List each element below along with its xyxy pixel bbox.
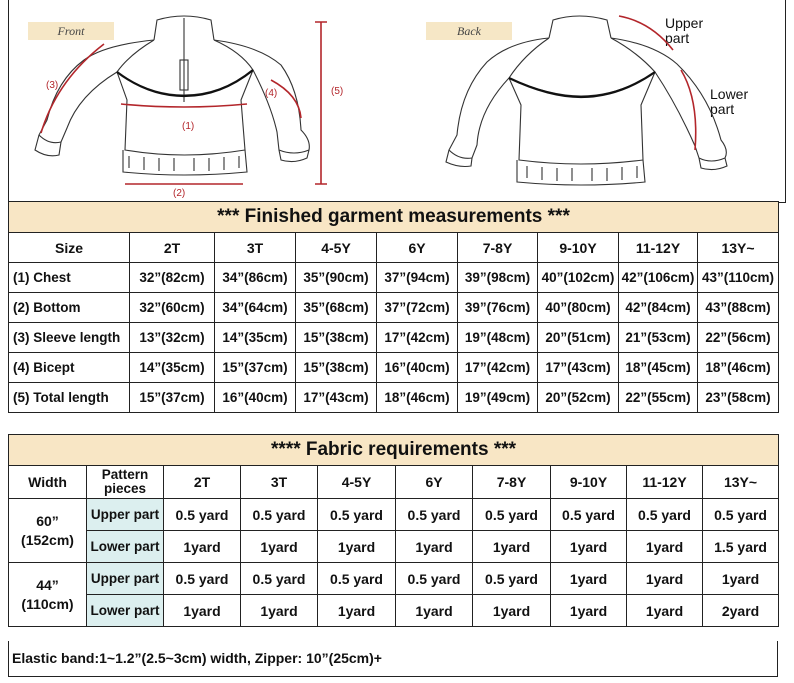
fabric-row xyxy=(9,499,779,531)
back-jacket-drawing xyxy=(446,16,727,185)
fabric-value: 2yard xyxy=(703,595,779,627)
measurement-value: 17”(42cm) xyxy=(377,323,458,353)
size-col-header: 6Y xyxy=(377,233,458,263)
size-col-header: 7-8Y xyxy=(473,466,551,499)
fabric-value: 1yard xyxy=(551,595,627,627)
fabric-value: 1yard xyxy=(318,595,396,627)
fabric-value: 1yard xyxy=(473,531,551,563)
fabric-header-row xyxy=(9,466,779,499)
fabric-row xyxy=(9,563,779,595)
fabric-value: 0.5 yard xyxy=(318,499,396,531)
fabric-value: 0.5 yard xyxy=(396,499,473,531)
measurement-value: 39”(76cm) xyxy=(458,293,538,323)
fabric-title: **** Fabric requirements *** xyxy=(9,435,779,466)
marker-1: (1) xyxy=(182,121,195,132)
measurement-label: (2) Bottom xyxy=(9,293,130,323)
measurement-value: 42”(84cm) xyxy=(619,293,698,323)
fabric-value: 1yard xyxy=(551,531,627,563)
measurement-value: 18”(46cm) xyxy=(698,353,779,383)
measurements-table xyxy=(8,201,779,413)
measurement-value: 14”(35cm) xyxy=(130,353,215,383)
fabric-value: 1yard xyxy=(627,531,703,563)
footer-note: Elastic band:1~1.2”(2.5~3cm) width, Zipper: 10”(25cm)+ xyxy=(8,641,778,677)
fabric-value: 0.5 yard xyxy=(473,499,551,531)
pattern-piece: Upper part xyxy=(87,563,164,595)
size-col-header: 3T xyxy=(241,466,318,499)
fabric-value: 0.5 yard xyxy=(241,563,318,595)
fabric-value: 1yard xyxy=(318,531,396,563)
fabric-value: 0.5 yard xyxy=(164,499,241,531)
measurement-value: 43”(88cm) xyxy=(698,293,779,323)
size-col-header: 2T xyxy=(130,233,215,263)
measurement-value: 18”(46cm) xyxy=(377,383,458,413)
pattern-piece: Lower part xyxy=(87,531,164,563)
measurement-value: 32”(60cm) xyxy=(130,293,215,323)
measurement-value: 15”(38cm) xyxy=(296,353,377,383)
fabric-value: 1yard xyxy=(241,595,318,627)
back-tag: Back xyxy=(426,22,512,40)
marker-2: (2) xyxy=(173,188,186,199)
marker-5: (5) xyxy=(331,86,344,97)
measurement-label: (3) Sleeve length xyxy=(9,323,130,353)
marker-3: (3) xyxy=(46,80,59,91)
measurement-value: 37”(94cm) xyxy=(377,263,458,293)
size-col-header: 4-5Y xyxy=(318,466,396,499)
back-part-annotations xyxy=(619,16,696,150)
upper-part-label: Upper part xyxy=(665,15,704,46)
size-col-header: 11-12Y xyxy=(619,233,698,263)
measurement-label: (4) Bicept xyxy=(9,353,130,383)
fabric-value: 0.5 yard xyxy=(164,563,241,595)
measurement-value: 19”(48cm) xyxy=(458,323,538,353)
measurement-row xyxy=(9,323,779,353)
measurement-value: 34”(64cm) xyxy=(215,293,296,323)
measurement-value: 14”(35cm) xyxy=(215,323,296,353)
measurement-value: 17”(42cm) xyxy=(458,353,538,383)
measurement-value: 15”(37cm) xyxy=(215,353,296,383)
measurement-value: 22”(55cm) xyxy=(619,383,698,413)
size-col-header: 13Y~ xyxy=(698,233,779,263)
pattern-piece: Lower part xyxy=(87,595,164,627)
measurement-value: 20”(51cm) xyxy=(538,323,619,353)
measurement-value: 16”(40cm) xyxy=(215,383,296,413)
fabric-width: 44” (110cm) xyxy=(9,563,87,627)
measurement-value: 35”(68cm) xyxy=(296,293,377,323)
fabric-value: 1yard xyxy=(396,531,473,563)
fabric-value: 1.5 yard xyxy=(703,531,779,563)
measurement-value: 40”(80cm) xyxy=(538,293,619,323)
fabric-value: 0.5 yard xyxy=(318,563,396,595)
size-col-header: 2T xyxy=(164,466,241,499)
measurement-value: 15”(38cm) xyxy=(296,323,377,353)
measurement-value: 16”(40cm) xyxy=(377,353,458,383)
measurement-value: 22”(56cm) xyxy=(698,323,779,353)
size-col-header: 6Y xyxy=(396,466,473,499)
measurement-row xyxy=(9,353,779,383)
pattern-piece: Upper part xyxy=(87,499,164,531)
measurement-value: 20”(52cm) xyxy=(538,383,619,413)
fabric-value: 1yard xyxy=(396,595,473,627)
measurement-row xyxy=(9,293,779,323)
measurement-value: 19”(49cm) xyxy=(458,383,538,413)
pattern-pieces-header: Pattern pieces xyxy=(87,466,164,499)
measurement-value: 13”(32cm) xyxy=(130,323,215,353)
garment-illustration-panel xyxy=(8,0,786,203)
fabric-value: 1yard xyxy=(164,531,241,563)
fabric-value: 0.5 yard xyxy=(241,499,318,531)
measurement-label: (5) Total length xyxy=(9,383,130,413)
measurement-value: 18”(45cm) xyxy=(619,353,698,383)
front-tag: Front xyxy=(28,22,114,40)
measurement-value: 35”(90cm) xyxy=(296,263,377,293)
size-header: Size xyxy=(9,233,130,263)
measurement-value: 37”(72cm) xyxy=(377,293,458,323)
jacket-drawings xyxy=(9,0,785,200)
width-header: Width xyxy=(9,466,87,499)
measurement-value: 42”(106cm) xyxy=(619,263,698,293)
size-col-header: 3T xyxy=(215,233,296,263)
lower-part-label: Lower part xyxy=(710,86,749,117)
fabric-value: 0.5 yard xyxy=(473,563,551,595)
measurement-row xyxy=(9,263,779,293)
fabric-value: 0.5 yard xyxy=(627,499,703,531)
fabric-value: 1yard xyxy=(164,595,241,627)
fabric-value: 1yard xyxy=(551,563,627,595)
fabric-value: 1yard xyxy=(627,595,703,627)
measurement-value: 17”(43cm) xyxy=(296,383,377,413)
measurement-value: 39”(98cm) xyxy=(458,263,538,293)
size-col-header: 9-10Y xyxy=(538,233,619,263)
fabric-value: 1yard xyxy=(703,563,779,595)
measurement-value: 40”(102cm) xyxy=(538,263,619,293)
measurements-title: *** Finished garment measurements *** xyxy=(9,202,779,233)
fabric-width: 60” (152cm) xyxy=(9,499,87,563)
fabric-value: 0.5 yard xyxy=(551,499,627,531)
measurement-row xyxy=(9,383,779,413)
measurement-value: 34”(86cm) xyxy=(215,263,296,293)
fabric-value: 1yard xyxy=(627,563,703,595)
size-col-header: 9-10Y xyxy=(551,466,627,499)
fabric-value: 1yard xyxy=(241,531,318,563)
measurement-value: 23”(58cm) xyxy=(698,383,779,413)
measurement-value: 43”(110cm) xyxy=(698,263,779,293)
fabric-row xyxy=(9,595,779,627)
measurement-value: 32”(82cm) xyxy=(130,263,215,293)
measurement-value: 17”(43cm) xyxy=(538,353,619,383)
fabric-value: 1yard xyxy=(473,595,551,627)
fabric-requirements-table xyxy=(8,434,779,627)
measurements-header-row xyxy=(9,233,779,263)
fabric-value: 0.5 yard xyxy=(396,563,473,595)
measurement-value: 21”(53cm) xyxy=(619,323,698,353)
size-col-header: 11-12Y xyxy=(627,466,703,499)
fabric-value: 0.5 yard xyxy=(703,499,779,531)
size-col-header: 4-5Y xyxy=(296,233,377,263)
measurement-value: 15”(37cm) xyxy=(130,383,215,413)
size-col-header: 7-8Y xyxy=(458,233,538,263)
size-col-header: 13Y~ xyxy=(703,466,779,499)
marker-4: (4) xyxy=(265,88,278,99)
fabric-row xyxy=(9,531,779,563)
measurement-label: (1) Chest xyxy=(9,263,130,293)
